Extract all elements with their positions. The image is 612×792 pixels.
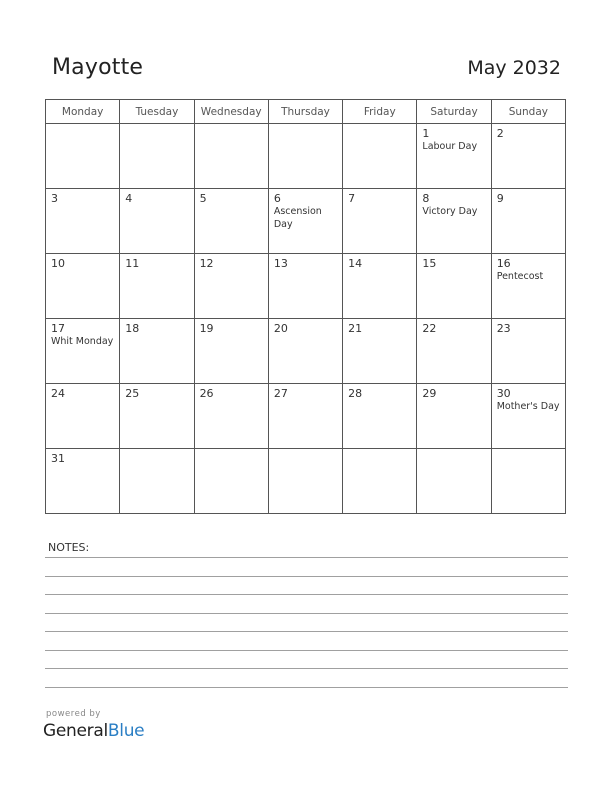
week-row (46, 189, 566, 254)
holiday-label: Victory Day (422, 206, 478, 217)
day-cell[interactable] (268, 384, 342, 449)
note-line (45, 557, 568, 558)
day-cell[interactable] (417, 254, 491, 319)
day-number: 1 (422, 127, 430, 140)
day-cell[interactable] (46, 254, 120, 319)
day-cell[interactable] (268, 254, 342, 319)
weekday-header-row (46, 100, 566, 124)
day-cell[interactable] (491, 189, 565, 254)
day-number: 11 (125, 257, 140, 270)
day-number: 10 (51, 257, 65, 270)
weekday-header: Friday (343, 100, 417, 124)
day-number: 3 (51, 192, 58, 205)
week-row (46, 319, 566, 384)
week-row (46, 449, 566, 514)
day-cell[interactable] (268, 449, 342, 514)
weekday-header: Sunday (491, 100, 565, 124)
notes-label: NOTES: (48, 541, 90, 554)
holiday-label: Mother's Day (496, 401, 560, 412)
day-number: 18 (125, 322, 140, 335)
day-cell[interactable] (268, 124, 342, 189)
weekday-header: Monday (46, 100, 120, 124)
week-row (46, 384, 566, 449)
weekday-header: Saturday (417, 100, 491, 124)
day-cell[interactable] (120, 254, 194, 319)
day-number: 17 (51, 322, 65, 335)
day-cell[interactable] (343, 384, 417, 449)
day-number: 7 (348, 192, 356, 205)
day-number: 5 (199, 192, 207, 205)
day-cell[interactable] (491, 449, 565, 514)
day-cell[interactable] (491, 124, 565, 189)
day-cell[interactable] (194, 449, 268, 514)
day-number: 30 (496, 387, 511, 400)
day-number: 24 (51, 387, 65, 400)
logo-general-text: General (43, 721, 108, 741)
day-number: 31 (51, 452, 65, 465)
note-line (45, 668, 568, 669)
day-cell[interactable] (491, 384, 565, 449)
day-cell[interactable] (491, 319, 565, 384)
day-number: 22 (422, 322, 437, 335)
day-number: 2 (496, 127, 504, 140)
day-cell[interactable] (343, 189, 417, 254)
day-cell[interactable] (46, 319, 120, 384)
weekday-header: Tuesday (120, 100, 194, 124)
holiday-label: Pentecost (496, 271, 544, 282)
day-number: 23 (496, 322, 511, 335)
day-cell[interactable] (343, 124, 417, 189)
calendar-grid (45, 99, 566, 514)
day-cell[interactable] (46, 124, 120, 189)
day-cell[interactable] (343, 254, 417, 319)
generalblue-logo[interactable] (43, 721, 144, 741)
day-cell[interactable] (46, 449, 120, 514)
day-cell[interactable] (417, 124, 491, 189)
holiday-label: Labour Day (422, 141, 478, 152)
day-number: 28 (348, 387, 363, 400)
day-cell[interactable] (491, 254, 565, 319)
day-cell[interactable] (120, 124, 194, 189)
day-cell[interactable] (194, 384, 268, 449)
note-line (45, 631, 568, 632)
day-cell[interactable] (120, 319, 194, 384)
day-cell[interactable] (343, 449, 417, 514)
holiday-label: Ascension Day (273, 206, 322, 230)
week-row (46, 124, 566, 189)
day-number: 21 (348, 322, 363, 335)
day-cell[interactable] (417, 189, 491, 254)
weekday-header: Thursday (268, 100, 342, 124)
day-number: 8 (422, 192, 430, 205)
day-cell[interactable] (194, 189, 268, 254)
week-row (46, 254, 566, 319)
day-number: 12 (199, 257, 214, 270)
note-line (45, 576, 568, 577)
day-number: 9 (496, 192, 504, 205)
day-number: 19 (199, 322, 214, 335)
day-cell[interactable] (268, 319, 342, 384)
day-cell[interactable] (120, 189, 194, 254)
day-cell[interactable] (120, 384, 194, 449)
day-number: 6 (273, 192, 281, 205)
note-line (45, 613, 568, 614)
note-line (45, 650, 568, 651)
day-number: 29 (422, 387, 437, 400)
day-cell[interactable] (417, 319, 491, 384)
day-number: 15 (422, 257, 437, 270)
day-cell[interactable] (194, 124, 268, 189)
holiday-label: Whit Monday (51, 336, 114, 347)
day-number: 26 (199, 387, 214, 400)
day-cell[interactable] (417, 449, 491, 514)
day-cell[interactable] (46, 384, 120, 449)
day-number: 20 (273, 322, 288, 335)
day-cell[interactable] (120, 449, 194, 514)
day-number: 25 (125, 387, 140, 400)
calendar-country-title: Mayotte (52, 55, 144, 80)
weekday-header: Wednesday (194, 100, 268, 124)
day-cell[interactable] (417, 384, 491, 449)
day-number: 27 (273, 387, 288, 400)
day-number: 16 (496, 257, 511, 270)
day-cell[interactable] (194, 254, 268, 319)
day-cell[interactable] (343, 319, 417, 384)
note-line (45, 594, 568, 595)
day-number: 14 (348, 257, 363, 270)
day-cell[interactable] (46, 189, 120, 254)
powered-by-text: powered by (46, 709, 101, 719)
logo-blue-text: Blue (107, 721, 145, 741)
note-line (45, 687, 568, 688)
day-number: 4 (125, 192, 133, 205)
calendar-month-title: May 2032 (467, 57, 561, 79)
day-cell[interactable] (268, 189, 342, 254)
day-number: 13 (273, 257, 288, 270)
day-cell[interactable] (194, 319, 268, 384)
